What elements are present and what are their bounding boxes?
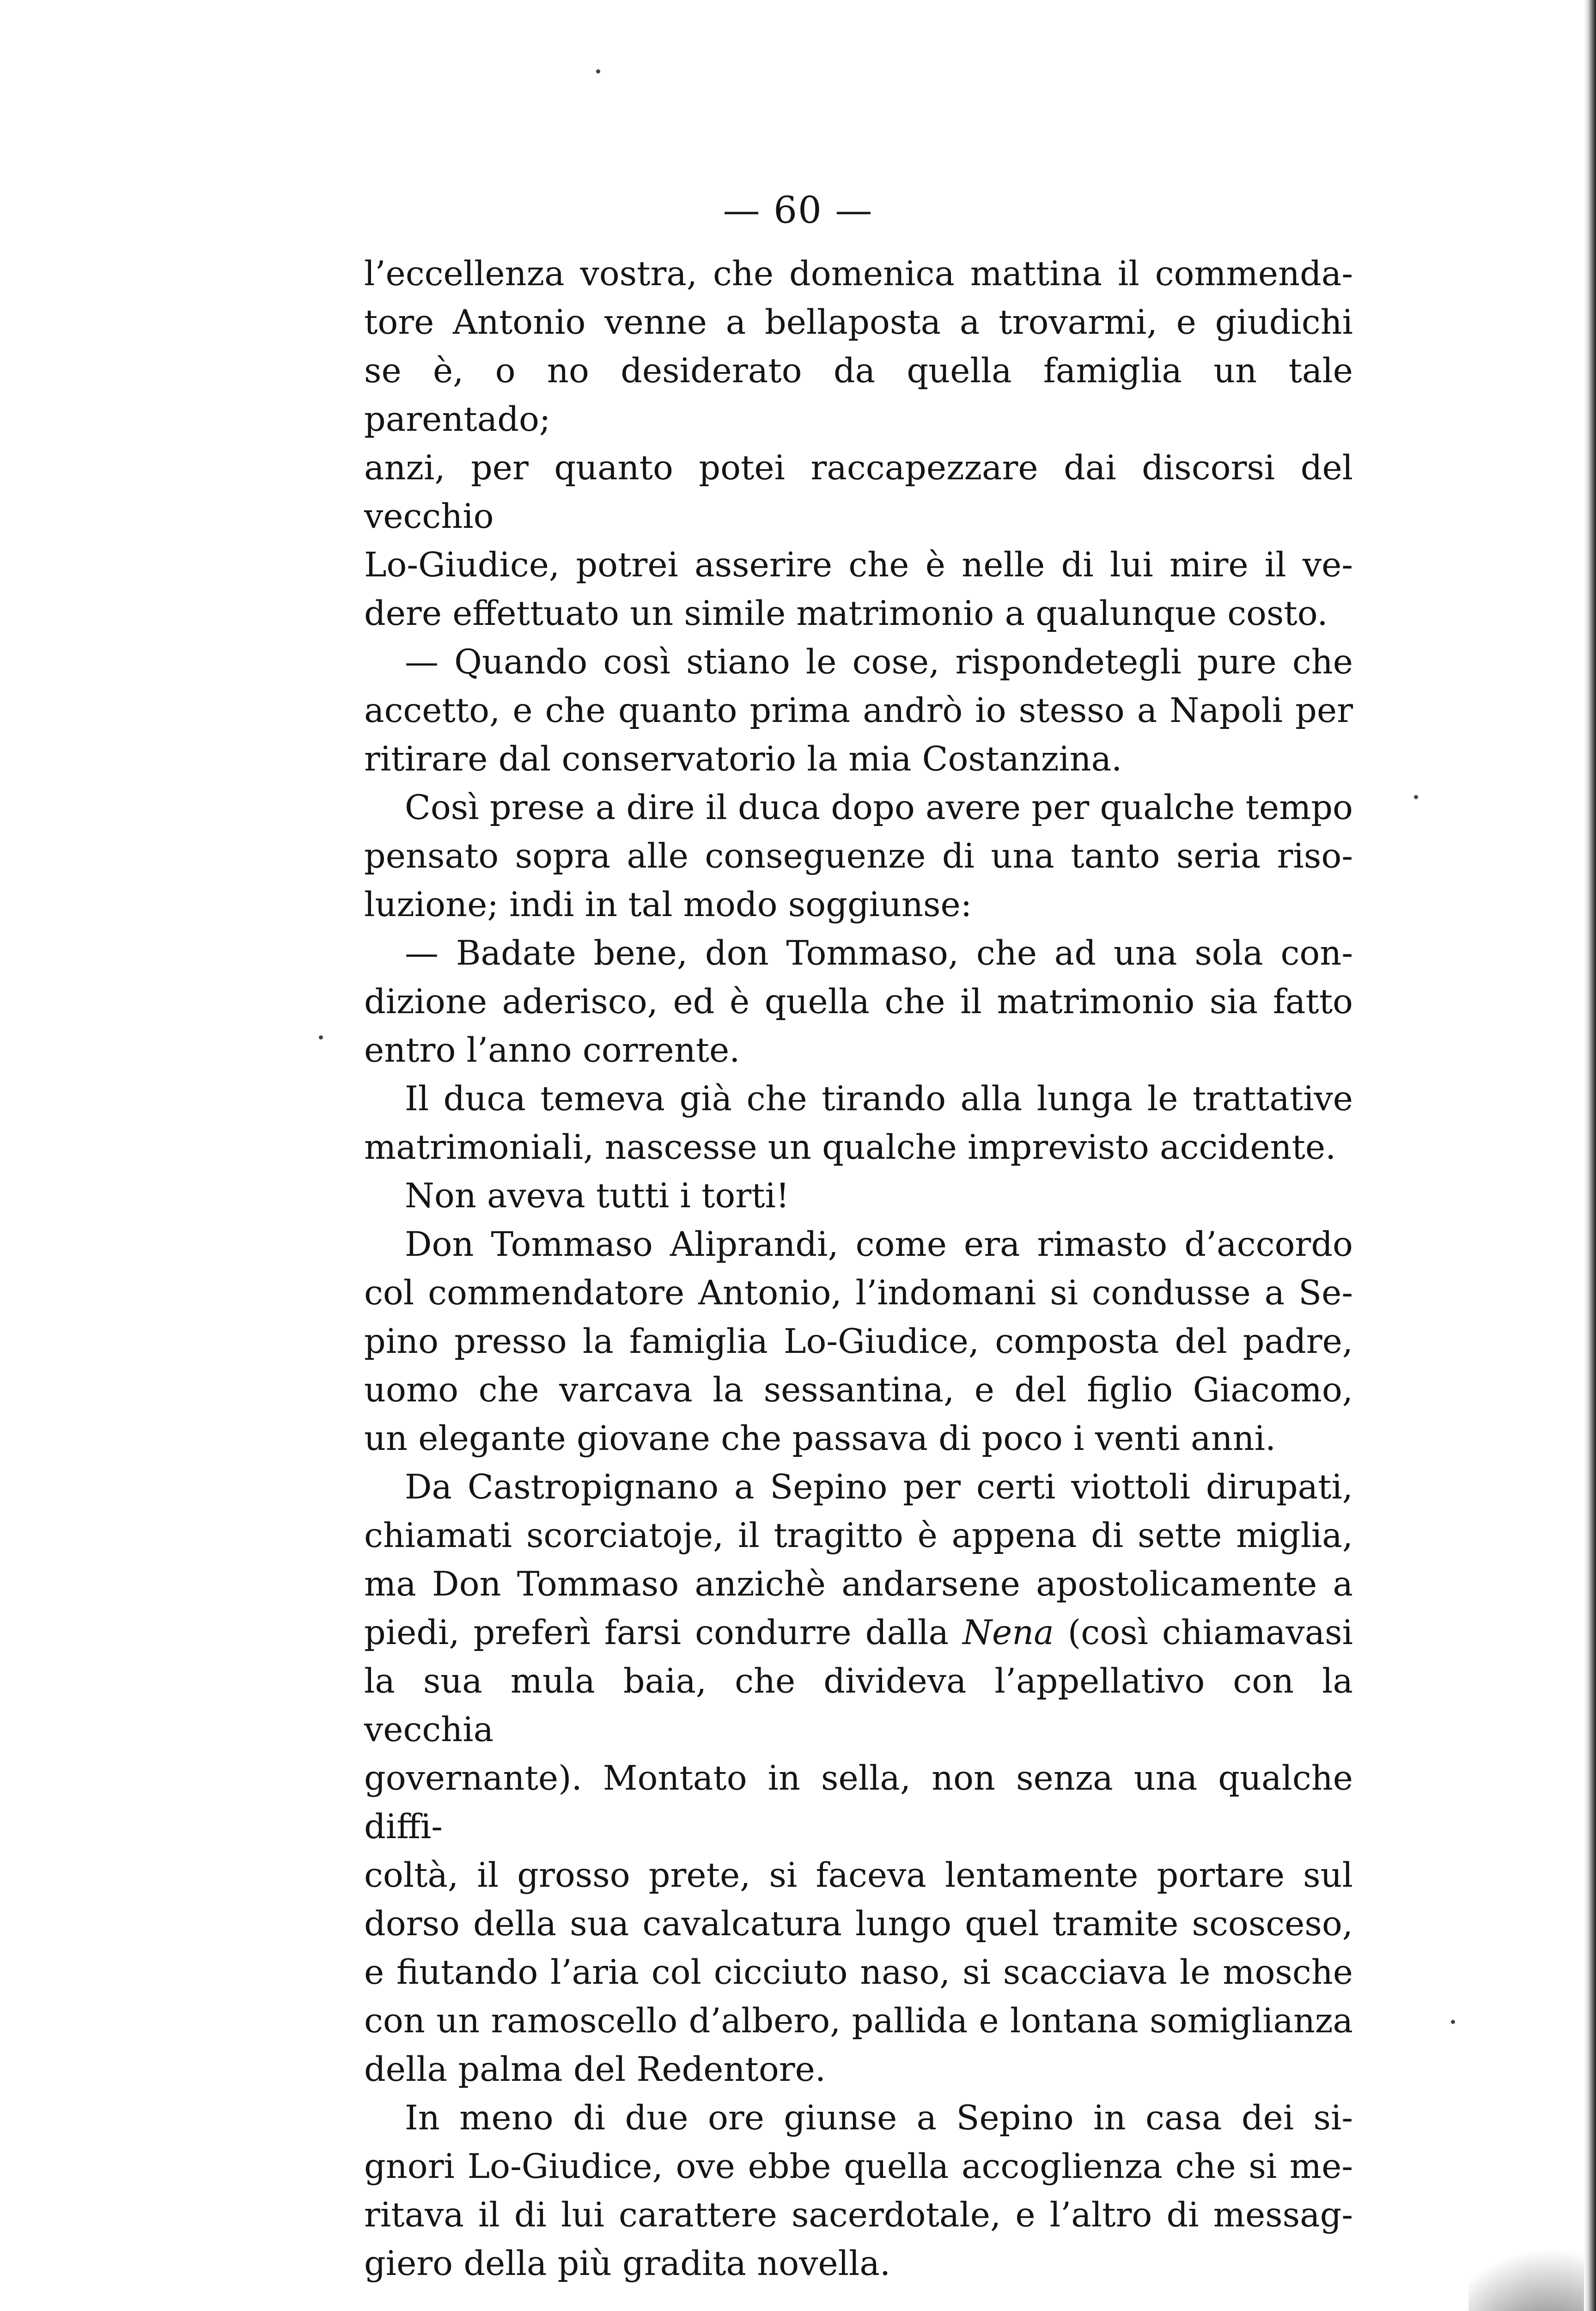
text-line: In meno di due ore giunse a Sepino in casa dei si-: [405, 2098, 1353, 2138]
text-line: l’eccellenza vostra, che domenica mattina il commenda-: [364, 254, 1353, 293]
text-line: dere effettuato un simile matrimonio a qualunque costo.: [364, 594, 1328, 633]
italic-name: Nena: [962, 1613, 1054, 1652]
page-text: [364, 250, 1353, 2288]
text-line: pino presso la famiglia Lo-Giudice, composta del padre,: [364, 1322, 1353, 1361]
scan-speck: [1414, 795, 1418, 799]
page-edge-shadow: [1584, 0, 1596, 2311]
scan-speck: [319, 1035, 323, 1039]
text-line: e fiutando l’aria col cicciuto naso, si scacciava le mosche: [364, 1953, 1353, 1992]
text-line: col commendatore Antonio, l’indomani si condusse a Se-: [364, 1273, 1353, 1313]
text-line-with-italic: piedi, preferì farsi condurre dalla Nena (così chiamavasi: [364, 1613, 1353, 1652]
page-number: — 60 —: [723, 189, 873, 232]
text-line: dorso della sua cavalcatura lungo quel tramite scosceso,: [364, 1904, 1353, 1944]
text-line: ma Don Tommaso anzichè andarsene apostolicamente a: [364, 1565, 1353, 1604]
text-line: Da Castropignano a Sepino per certi viottoli dirupati,: [405, 1467, 1353, 1507]
text-line: gnori Lo-Giudice, ove ebbe quella accoglienza che si me-: [364, 2147, 1353, 2186]
text-line: governante). Montato in sella, non senza una qualche diffi-: [364, 1759, 1353, 1846]
text-line: coltà, il grosso prete, si faceva lentamente portare sul: [364, 1856, 1353, 1895]
text-line: dizione aderisco, ed è quella che il matrimonio sia fatto: [364, 982, 1353, 1021]
text-line: luzione; indi in tal modo soggiunse:: [364, 885, 972, 924]
text-line: chiamati scorciatoje, il tragitto è appena di sette miglia,: [364, 1516, 1353, 1555]
text-line: pensato sopra alle conseguenze di una tanto seria riso-: [364, 837, 1353, 876]
text-line: anzi, per quanto potei raccapezzare dai discorsi del vecchio: [364, 448, 1353, 536]
text-line: la sua mula baia, che divideva l’appellativo con la vecchia: [364, 1662, 1353, 1749]
text-line: Non aveva tutti i torti!: [405, 1176, 790, 1216]
text-line: un elegante giovane che passava di poco i venti anni.: [364, 1419, 1276, 1458]
text-line: Il duca temeva già che tirando alla lunga le trattative: [405, 1079, 1353, 1119]
text-line: della palma del Redentore.: [364, 2050, 826, 2089]
text-line: — Quando così stiano le cose, rispondetegli pure che: [405, 642, 1353, 682]
text-line: ritava il di lui carattere sacerdotale, e l’altro di messag-: [364, 2195, 1353, 2235]
text-line: con un ramoscello d’albero, pallida e lontana somiglianza: [364, 2001, 1353, 2041]
text-line: entro l’anno corrente.: [364, 1031, 740, 1070]
text-line: Lo-Giudice, potrei asserire che è nelle di lui mire il ve-: [364, 545, 1353, 585]
text-line: se è, o no desiderato da quella famiglia un tale parentado;: [364, 351, 1353, 439]
text-line: Così prese a dire il duca dopo avere per qualche tempo: [405, 788, 1353, 827]
text-line: ritirare dal conservatorio la mia Costanzina.: [364, 740, 1122, 779]
scan-speck: [596, 69, 600, 73]
text-line: Don Tommaso Aliprandi, come era rimasto d’accordo: [405, 1225, 1353, 1264]
text-line: — Badate bene, don Tommaso, che ad una sola con-: [405, 934, 1353, 973]
text-line: tore Antonio venne a bellaposta a trovarmi, e giudichi: [364, 303, 1353, 342]
text-line: accetto, e che quanto prima andrò io stesso a Napoli per: [364, 691, 1353, 730]
text-line: matrimoniali, nascesse un qualche imprevisto accidente.: [364, 1128, 1336, 1167]
text-line: giero della più gradita novella.: [364, 2244, 891, 2283]
scan-noise: [1468, 2219, 1584, 2311]
scan-speck: [1451, 2020, 1455, 2024]
text-line: uomo che varcava la sessantina, e del figlio Giacomo,: [364, 1370, 1353, 1410]
